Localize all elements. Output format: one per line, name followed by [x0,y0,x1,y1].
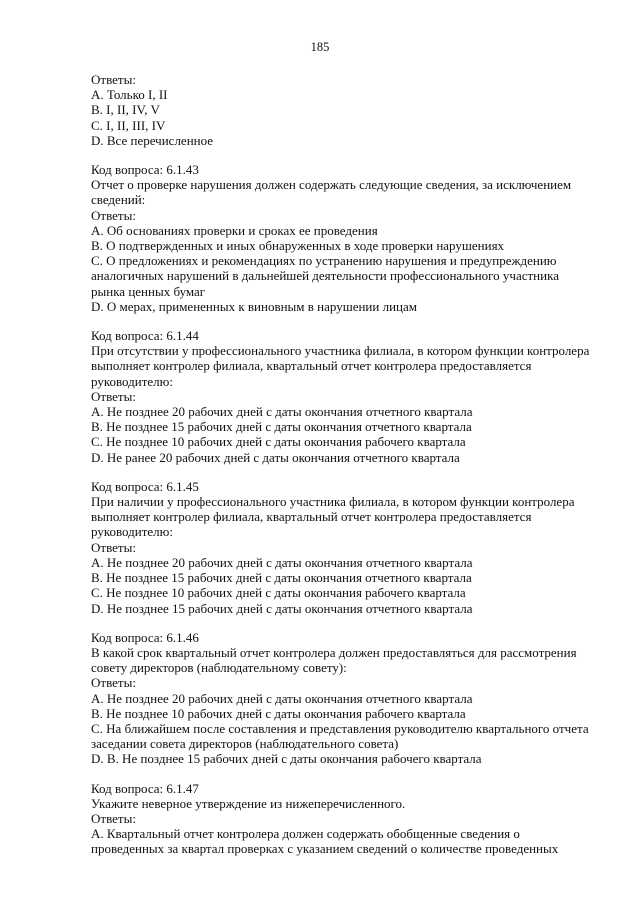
question-text: Укажите неверное утверждение из нижеперечисленного. [91,795,406,811]
question-text: При отсутствии у профессионального участника филиала, в котором функции контролера выполняет контролер филиала, квартальный отчет контролера предоставляется руководителю: [91,343,590,389]
answer-option: C. На ближайшем после составления и представления руководителю квартального отчета заседании совета директоров (наблюдательного совета) [91,720,589,752]
answer-option: A. Не позднее 20 рабочих дней с даты окончания отчетного квартала [91,404,473,420]
answers-label: Ответы: [91,675,136,691]
answer-option: A. Об основаниях проверки и сроках ее проведения [91,222,378,238]
question-code: Код вопроса: 6.1.44 [91,328,199,344]
question-text: В какой срок квартальный отчет контролера должен предоставляться для рассмотрения совету директоров (наблюдательному совету): [91,644,577,676]
answer-option: B. Не позднее 15 рабочих дней с даты окончания отчетного квартала [91,419,472,435]
answer-option: C. Не позднее 10 рабочих дней с даты окончания рабочего квартала [91,434,466,450]
answer-option: B. О подтвержденных и иных обнаруженных в ходе проверки нарушениях [91,238,505,254]
question-6-1-46 [91,630,591,767]
question-6-1-43 [91,162,591,314]
answer-option: A. Квартальный отчет контролера должен содержать обобщенные сведения о проведенных за квартал проверках с указанием сведений о количестве проведенных [91,826,559,857]
question-code: Код вопроса: 6.1.45 [91,478,199,494]
question-code: Код вопроса: 6.1.43 [91,162,199,178]
answer-option: C. I, II, III, IV [91,117,166,133]
page-number: 185 [310,40,330,54]
answer-option: A. Не позднее 20 рабочих дней с даты окончания отчетного квартала [91,554,473,570]
answers-label: Ответы: [91,388,136,404]
answer-option: C. Не позднее 10 рабочих дней с даты окончания рабочего квартала [91,585,466,601]
page-content [91,72,591,871]
question-text: Отчет о проверке нарушения должен содержать следующие сведения, за исключением сведений: [91,177,572,208]
answers-label: Ответы: [91,207,136,223]
answer-option: B. I, II, IV, V [91,102,160,118]
answer-option: D. Не позднее 15 рабочих дней с даты окончания отчетного квартала [91,600,473,616]
question-text: При наличии у профессионального участника филиала, в котором функции контролера выполняет контролер филиала, квартальный отчет контролера предоставляется руководителю: [91,494,575,540]
answer-option: D. О мерах, примененных к виновным в нарушении лицам [91,298,417,314]
answer-option: D. Не ранее 20 рабочих дней с даты окончания отчетного квартала [91,449,460,465]
answers-label: Ответы: [91,72,136,87]
answer-option: B. Не позднее 10 рабочих дней с даты окончания рабочего квартала [91,705,466,721]
question-6-1-47 [91,781,591,857]
answer-option: A. Не позднее 20 рабочих дней с даты окончания отчетного квартала [91,690,473,706]
answers-label: Ответы: [91,810,136,826]
answers-block-continued [91,72,591,148]
answer-option: C. О предложениях и рекомендациях по устранению нарушения и предупреждению аналогичных нарушений в дальнейшей деятельности профессионального участника рынка ценных бумаг [91,253,559,299]
answer-option: B. Не позднее 15 рабочих дней с даты окончания отчетного квартала [91,570,472,586]
answer-option: A. Только I, II [91,87,168,103]
answer-option: D. B. Не позднее 15 рабочих дней с даты окончания рабочего квартала [91,751,482,767]
question-code: Код вопроса: 6.1.46 [91,629,199,645]
answer-option: D. Все перечисленное [91,132,214,148]
answers-label: Ответы: [91,539,136,555]
question-6-1-45 [91,479,591,616]
question-code: Код вопроса: 6.1.47 [91,780,199,796]
question-6-1-44 [91,328,591,465]
